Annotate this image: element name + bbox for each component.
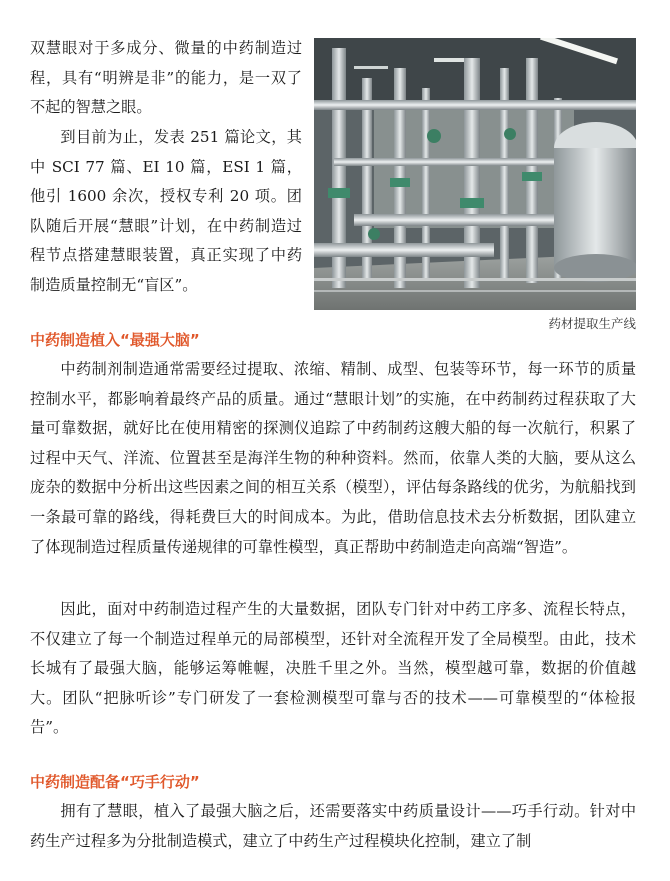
factory-pipeline-photo-icon	[314, 38, 636, 310]
intro-paragraph-1: 双慧眼对于多成分、微量的中药制造过程，具有“明辨是非”的能力，是一双了不起的智慧之眼。	[30, 39, 302, 117]
section1-paragraph-2: 因此，面对中药制造过程产生的大量数据，团队专门针对中药工序多、流程长特点，不仅建立了每一个制造过程单元的局部模型，还针对全流程开发了全局模型。由此，技术长城有了最强大脑，能够运筹帷幄，决胜千里之外。当然，模型越可靠，数据的价值越大。团队“把脉听诊”专门研发了一套检测模型可靠与否的技术——可靠模型的“体检报告”。	[30, 600, 636, 737]
intro-paragraph-2: 到目前为止，发表 251 篇论文，其 中 SCI 77 篇、EI 10 篇，ESI 1 篇，他引 1600 余次，授权专利 20 项。团队随后开展“慧眼”计划，在中药制造过程节点搭建慧眼装置，真正实现了中药制造质量控制无“盲区”。	[30, 128, 302, 294]
photo-caption: 药材提取生产线	[548, 316, 636, 331]
section-heading-brain: 中药制造植入“最强大脑”	[30, 331, 200, 349]
factory-pipeline-photo	[314, 38, 636, 310]
section-heading-skillful-hands: 中药制造配备“巧手行动”	[30, 773, 200, 791]
section2-paragraph-1: 拥有了慧眼，植入了最强大脑之后，还需要落实中药质量设计——巧手行动。针对中药生产过程多为分批制造模式，建立了中药生产过程模块化控制，建立了制	[30, 802, 636, 850]
section1-paragraph-1: 中药制剂制造通常需要经过提取、浓缩、精制、成型、包装等环节，每一环节的质量控制水平，都影响着最终产品的质量。通过“慧眼计划”的实施，在中药制药过程获取了大量可靠数据，就好比在使用精密的探测仪追踪了中药制药这艘大船的每一次航行，积累了过程中天气、洋流、位置甚至是海洋生物的种种资料。然而，依靠人类的大脑，要从这么庞杂的数据中分析出这些因素之间的相互关系（模型），评估每条路线的优劣，为航船找到一条最可靠的路线，得耗费巨大的时间成本。为此，借助信息技术去分析数据，团队建立了体现制造过程质量传递规律的可靠性模型，真正帮助中药制造走向高端“智造”。	[30, 360, 636, 556]
